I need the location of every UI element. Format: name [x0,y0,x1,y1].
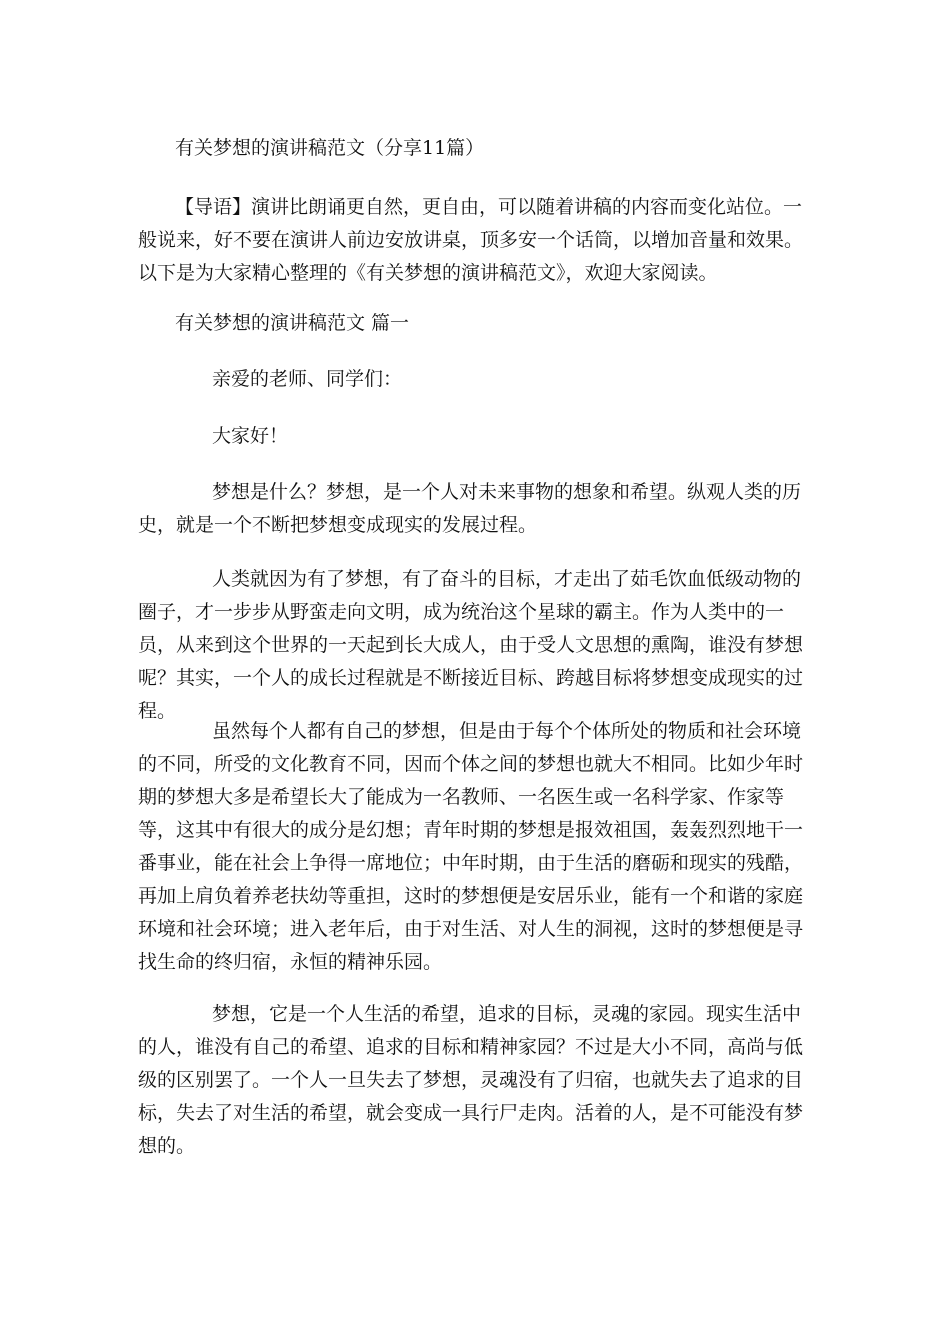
body-paragraph: 人类就因为有了梦想，有了奋斗的目标，才走出了茹毛饮血低级动物的圈子，才一步步从野蛮走向文明，成为统治这个星球的霸主。作为人类中的一员，从来到这个世界的一天起到长大成人，由于受人文思想的熏陶，谁没有梦想呢？其实，一个人的成长过程就是不断接近目标、跨越目标将梦想变成现实的过程。 [138,568,804,722]
section-heading: 有关梦想的演讲稿范文 篇一 [175,312,410,334]
document-title: 有关梦想的演讲稿范文（分享11篇） [175,137,485,159]
salutation: 亲爱的老师、同学们： [212,368,403,390]
body-paragraph: 梦想，它是一个人生活的希望，追求的目标，灵魂的家园。现实生活中的人，谁没有自己的希望、追求的目标和精神家园？不过是大小不同，高尚与低级的区别罢了。一个人一旦失去了梦想，灵魂没有了归宿，也就失去了追求的目标，失去了对生活的希望，就会变成一具行尸走肉。活着的人，是不可能没有梦想的。 [138,1003,804,1157]
body-paragraph: 虽然每个人都有自己的梦想，但是由于每个个体所处的物质和社会环境的不同，所受的文化教育不同，因而个体之间的梦想也就大不相同。比如少年时期的梦想大多是希望长大了能成为一名教师、一名医生或一名科学家、作家等等，这其中有很大的成分是幻想；青年时期的梦想是报效祖国，轰轰烈烈地干一番事业，能在社会上争得一席地位；中年时期，由于生活的磨砺和现实的残酷，再加上肩负着养老扶幼等重担，这时的梦想便是安居乐业，能有一个和谐的家庭环境和社会环境；进入老年后，由于对生活、对人生的洞视，这时的梦想便是寻找生命的终归宿，永恒的精神乐园。 [138,720,804,973]
lead-paragraph: 【导语】演讲比朗诵更自然，更自由，可以随着讲稿的内容而变化站位。一般说来，好不要在演讲人前边安放讲桌，顶多安一个话筒，以增加音量和效果。以下是为大家精心整理的《有关梦想的演讲稿范文》，欢迎大家阅读。 [138,196,804,284]
greeting: 大家好！ [212,425,289,447]
body-paragraph: 梦想是什么？梦想，是一个人对未来事物的想象和希望。纵观人类的历史，就是一个不断把梦想变成现实的发展过程。 [138,481,802,536]
